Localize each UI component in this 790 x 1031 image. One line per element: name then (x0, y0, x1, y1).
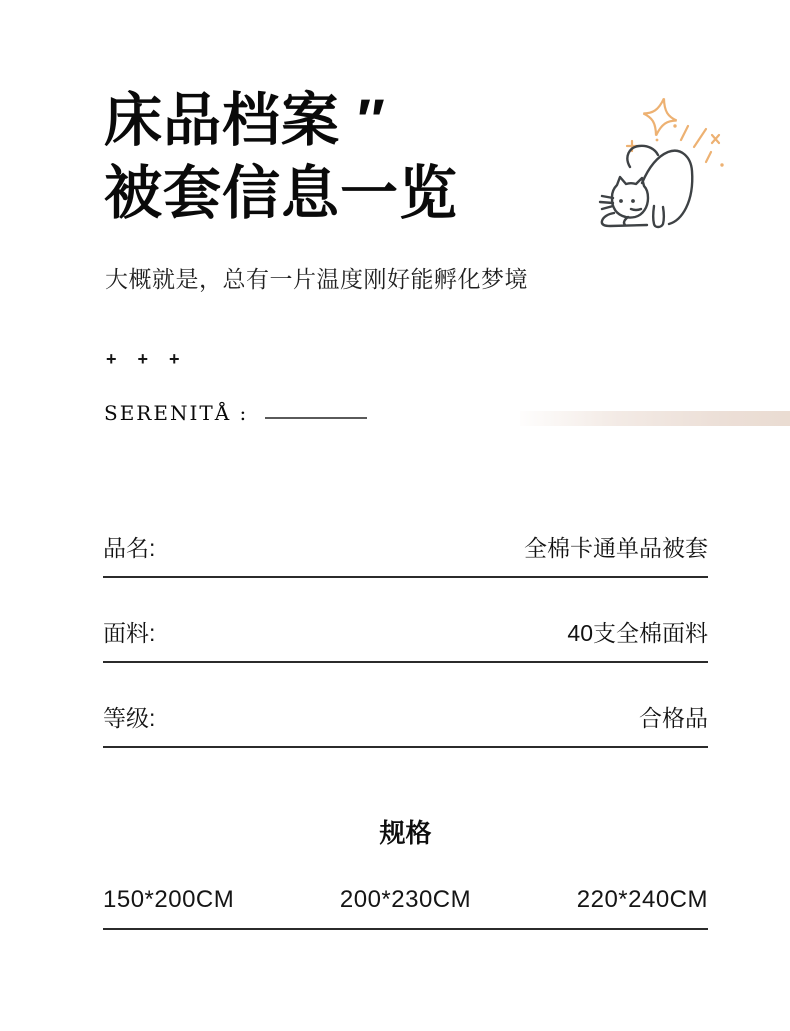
page-title-line2: 被套信息一览 (104, 161, 459, 226)
size-option: 200*230CM (339, 886, 472, 913)
stretching-cat-icon (590, 85, 790, 245)
brand-label: SERENITÅ : (104, 401, 249, 425)
info-label: 面料: (103, 620, 156, 646)
spec-sizes-row (103, 868, 708, 930)
cat-outline (600, 146, 692, 227)
info-value: 40支全棉面料 (567, 620, 708, 646)
plus-marks-decoration: + + + (106, 349, 188, 369)
size-option: 150*200CM (103, 886, 235, 913)
page-subtitle: 大概就是，总有一片温度刚好能孵化梦境 (105, 266, 528, 292)
info-row-fabric (103, 605, 708, 663)
page-title-line1: 床品档案 ″ (104, 88, 386, 153)
page-title (104, 84, 458, 230)
info-label: 品名: (103, 535, 156, 561)
size-option: 220*240CM (576, 886, 708, 913)
info-value: 全棉卡通单品被套 (524, 535, 708, 561)
info-value: 合格品 (639, 705, 708, 731)
brand-underline (265, 417, 367, 419)
info-row-product-name (103, 520, 708, 578)
info-label: 等级: (103, 705, 156, 731)
info-row-grade (103, 690, 708, 748)
beige-accent-bar (520, 411, 790, 426)
sparkle-burst-icon (627, 95, 724, 167)
spec-heading: 规格 (379, 818, 432, 848)
